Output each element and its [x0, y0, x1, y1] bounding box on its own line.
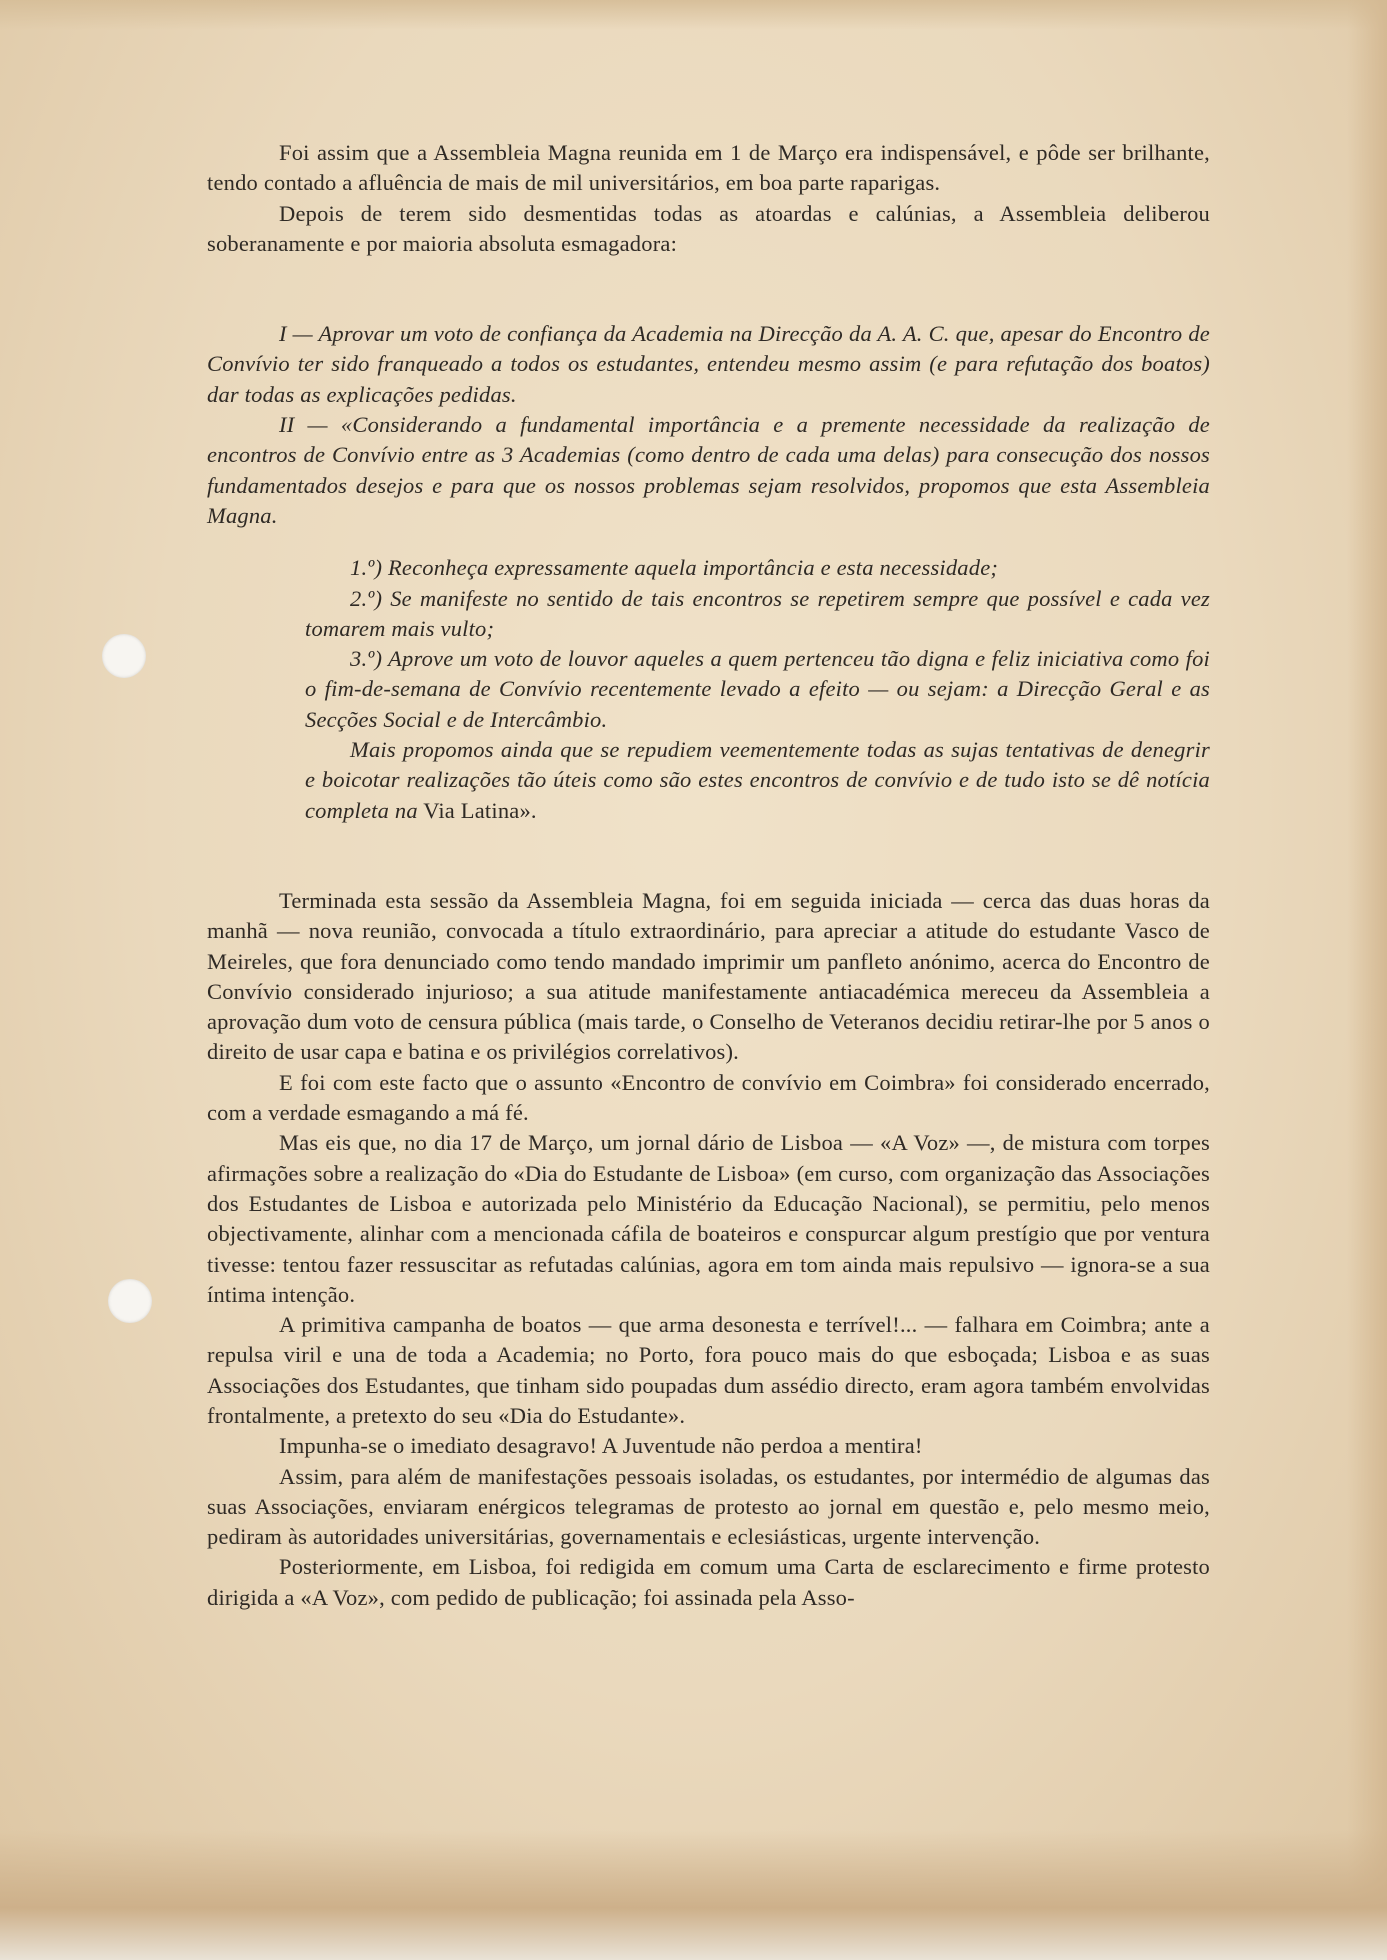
- punch-hole-bottom: [108, 1279, 152, 1323]
- paragraph-a-voz: Mas eis que, no dia 17 de Março, um jornal dário de Lisboa — «A Voz» —, de mistura com torpes afirmações sobre a realização do «Dia do Estudante de Lisboa» (em curso, com organização das Associações dos Estudantes de Lisboa e autorizada pelo Ministério da Educação Nacional), se permitiu, pelo menos objectivamente, alinhar com a mencionada cáfila de boateiros e conspurcar algum prestígio que por ventura tivesse: tentou fazer ressuscitar as refutadas calúnias, agora em tom ainda mais repulsivo — ignora-se a sua íntima intenção.: [207, 1130, 1210, 1307]
- paper-top-edge: [0, 0, 1387, 30]
- paper-right-edge: [1347, 0, 1387, 1960]
- motion-items: [305, 553, 1210, 826]
- paragraph-extraordinary-session: Terminada esta sessão da Assembleia Magna, foi em seguida iniciada — cerca das duas horas da manhã — nova reunião, convocada a título extraordinário, para apreciar a atitude do estudante Vasco de Meireles, que fora denunciado como tendo mandado imprimir um panfleto anónimo, acerca do Encontro de Convívio considerado injurioso; a sua atitude manifestamente antiacadémica mereceu da Assembleia a aprovação dum voto de censura pública (mais tarde, o Conselho de Veteranos decidiu retirar-lhe por 5 anos o direito de usar capa e batina e os privilégios correlativos).: [207, 887, 1210, 1065]
- paragraph-redress: Impunha-se o imediato desagravo! A Juventude não perdoa a mentira!: [279, 1433, 923, 1459]
- via-latina-title: Via Latina».: [423, 797, 537, 823]
- paragraph-telegrams: Assim, para além de manifestações pessoais isoladas, os estudantes, por intermédio de algumas das suas Associações, enviaram enérgicos telegramas de protesto ao jornal em questão e, pelo mesmo meio, pediram às autoridades universitárias, governamentais e eclesiásticas, urgente intervenção.: [207, 1463, 1210, 1550]
- motion-closing-text: Mais propomos ainda que se repudiem veementemente todas as sujas tentativas de denegrir e boicotar realizações tão úteis como são estes encontros de convívio e de tudo isto se dê notícia completa na: [305, 737, 1210, 823]
- paper-bottom-edge: [0, 1830, 1387, 1960]
- motion-one: I — Aprovar um voto de confiança da Academia na Direcção da A. A. C. que, apesar do Encontro de Convívio ter sido franqueado a todos os estudantes, entendeu mesmo assim (e para refutação dos boatos) dar todas as explicações pedidas.: [207, 321, 1210, 407]
- paragraph-closed-matter: E foi com este facto que o assunto «Encontro de convívio em Coimbra» foi considerado encerrado, com a verdade esmagando a má fé.: [207, 1069, 1210, 1126]
- motion-item-2: 2.º) Se manifeste no sentido de tais encontros se repetirem sempre que possível e cada vez tomarem mais vulto;: [305, 585, 1210, 641]
- punch-hole-top: [102, 634, 146, 678]
- paragraph-campaign: A primitiva campanha de boatos — que arma desonesta e terrível!... — falhara em Coimbra; ante a repulsa viril e una de toda a Academia; no Porto, fora pouco mais do que esboçada; Lisboa e as suas Associações dos Estudantes, que tinham sido poupadas dum assédio directo, eram agora também envolvidas frontalmente, a pretexto do seu «Dia do Estudante».: [207, 1312, 1210, 1428]
- paragraph-assembly: Foi assim que a Assembleia Magna reunida em 1 de Março era indispensável, e pôde ser brilhante, tendo contado a afluência de mais de mil universitários, em boa parte raparigas.: [207, 140, 1210, 196]
- paragraph-letter: Posteriormente, em Lisboa, foi redigida em comum uma Carta de esclarecimento e firme protesto dirigida a «A Voz», com pedido de publicação; foi assinada pela Asso-: [207, 1554, 1210, 1610]
- motion-item-1: 1.º) Reconheça expressamente aquela importância e esta necessidade;: [350, 555, 999, 581]
- document-page: [207, 138, 1210, 1613]
- motion-closing: [305, 735, 1210, 826]
- paragraph-deliberation: Depois de terem sido desmentidas todas as atoardas e calúnias, a Assembleia deliberou soberanamente e por maioria absoluta esmagadora:: [207, 200, 1210, 256]
- motion-two: II — «Considerando a fundamental importância e a premente necessidade da realização de encontros de Convívio entre as 3 Academias (como dentro de cada uma delas) para consecução dos nossos fundamentados desejos e para que os nossos problemas sejam resolvidos, propomos que esta Assembleia Magna.: [207, 412, 1210, 528]
- motion-item-3: 3.º) Aprove um voto de louvor aqueles a quem pertenceu tão digna e feliz iniciativa como foi o fim-de-semana de Convívio recentemente levado a efeito — ou sejam: a Direcção Geral e as Secções Social e de Intercâmbio.: [305, 646, 1210, 732]
